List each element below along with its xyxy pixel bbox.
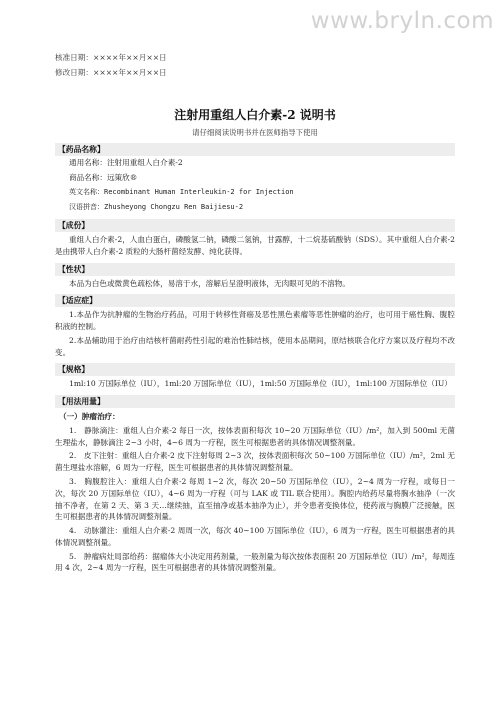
specification-text: 1ml:10 万国际单位（IU），1ml:20 万国际单位（IU），1ml:50 万国际单位（IU），1ml:100 万国际单位（IU） (69, 379, 452, 389)
english-name: 英文名称：Recombinant Human Interleukin-2 for Injection (69, 188, 294, 197)
document-page (55, 52, 455, 576)
section-heading-specification: 【规格】 (55, 363, 455, 376)
dosage-item: 3. 胸腹腔注入：重组人白介素-2 每周 1~2 次，每次 20~50 万国际单位（IU），2~4 周为一疗程，或每日一次，每次 20 万国际单位（IU），4~6 周为一疗程（可与 LAK 或 TIL 联合使用）。胸腔内给药尽量将胸水抽净（一次抽不净者，在第 2 天、第 3 天…继续抽，直至抽净或基本抽净为止），并令患者变换体位，使药液与胸膜广泛接触，医生可根据患者的具体情况调整剂量。 (55, 477, 455, 522)
watermark-text: www.bryln.com (310, 8, 494, 34)
document-subtitle: 请仔细阅读说明书并在医师指导下使用 (192, 127, 318, 137)
section-heading-composition: 【成份】 (55, 219, 455, 232)
dosage-item: 2. 皮下注射：重组人白介素-2 皮下注射每周 2~3 次，按体表面积每次 50~100 万国际单位（IU）/m²，2ml 无菌生理盐水溶解，6 周为一疗程，医生可根据患者的具体情况调整剂量。 (55, 451, 455, 473)
dosage-item: 4. 动脉灌注：重组人白介素-2 周周一次，每次 40~100 万国际单位（IU），6 周为一疗程，医生可根据患者的具体情况调整剂量。 (55, 526, 455, 547)
composition-text: 重组人白介素-2，人血白蛋白，磷酸氢二钠，磷酸二氢钠，甘露醇，十二烷基硫酸钠（SDS）。其中重组人白介素-2 是由携带人白介素-2 质粒的大肠杆菌经发酵、纯化获得。 (55, 235, 455, 256)
brand-name: 商品名称：远策欣® (69, 172, 138, 182)
indication-2: 2.本品辅助用于治疗由结核杆菌耐药性引起的难治性肺结核，使用本品期间，原结核联合化疗方案以及疗程均不改变。 (55, 335, 455, 357)
approval-date: 核准日期：××××年××月××日 (55, 53, 167, 62)
document-title: 注射用重组人白介素-2 说明书 (174, 108, 336, 122)
section-heading-drug-name: 【药品名称】 (55, 143, 455, 156)
dosage-item: 1. 静脉滴注：重组人白介素-2 每日一次，按体表面积每次 10~20 万国际单位（IU）/m²，加入到 500ml 无菌生理盐水，静脉滴注 2~3 小时，4~6 周为一疗程，医生可根据患者的具体情况调整剂量。 (55, 425, 455, 447)
dosage-subheading-tumor: （一）肿瘤治疗： (59, 412, 120, 422)
indication-1: 1.本品作为抗肿瘤的生物治疗药品，可用于转移性肾癌及恶性黑色素瘤等恶性肿瘤的治疗，也可用于癌性胸、腹腔积液的控制。 (55, 310, 455, 332)
header-dates (55, 52, 455, 82)
appearance-text: 本品为白色或微黄色疏松体，易溶于水，溶解后呈澄明液体，无肉眼可见的不溶物。 (69, 278, 350, 288)
revision-date: 修改日期：××××年××月××日 (55, 68, 167, 77)
section-heading-appearance: 【性状】 (55, 263, 455, 276)
section-heading-dosage: 【用法用量】 (55, 395, 455, 408)
pinyin-name: 汉语拼音：Zhusheyong Chongzu Ren Baijiesu-2 (69, 202, 244, 211)
dosage-item: 5. 肿瘤病灶局部给药：据瘤体大小决定用药剂量，一般剂量为每次按体表面积 20 万国际单位（IU）/m²，每周连用 4 次，2~4 周为一疗程，医生可根据患者的具体情况调整剂量。 (55, 551, 455, 573)
generic-name: 通用名称：注射用重组人白介素-2 (69, 158, 183, 168)
section-heading-indications: 【适应症】 (55, 294, 455, 307)
